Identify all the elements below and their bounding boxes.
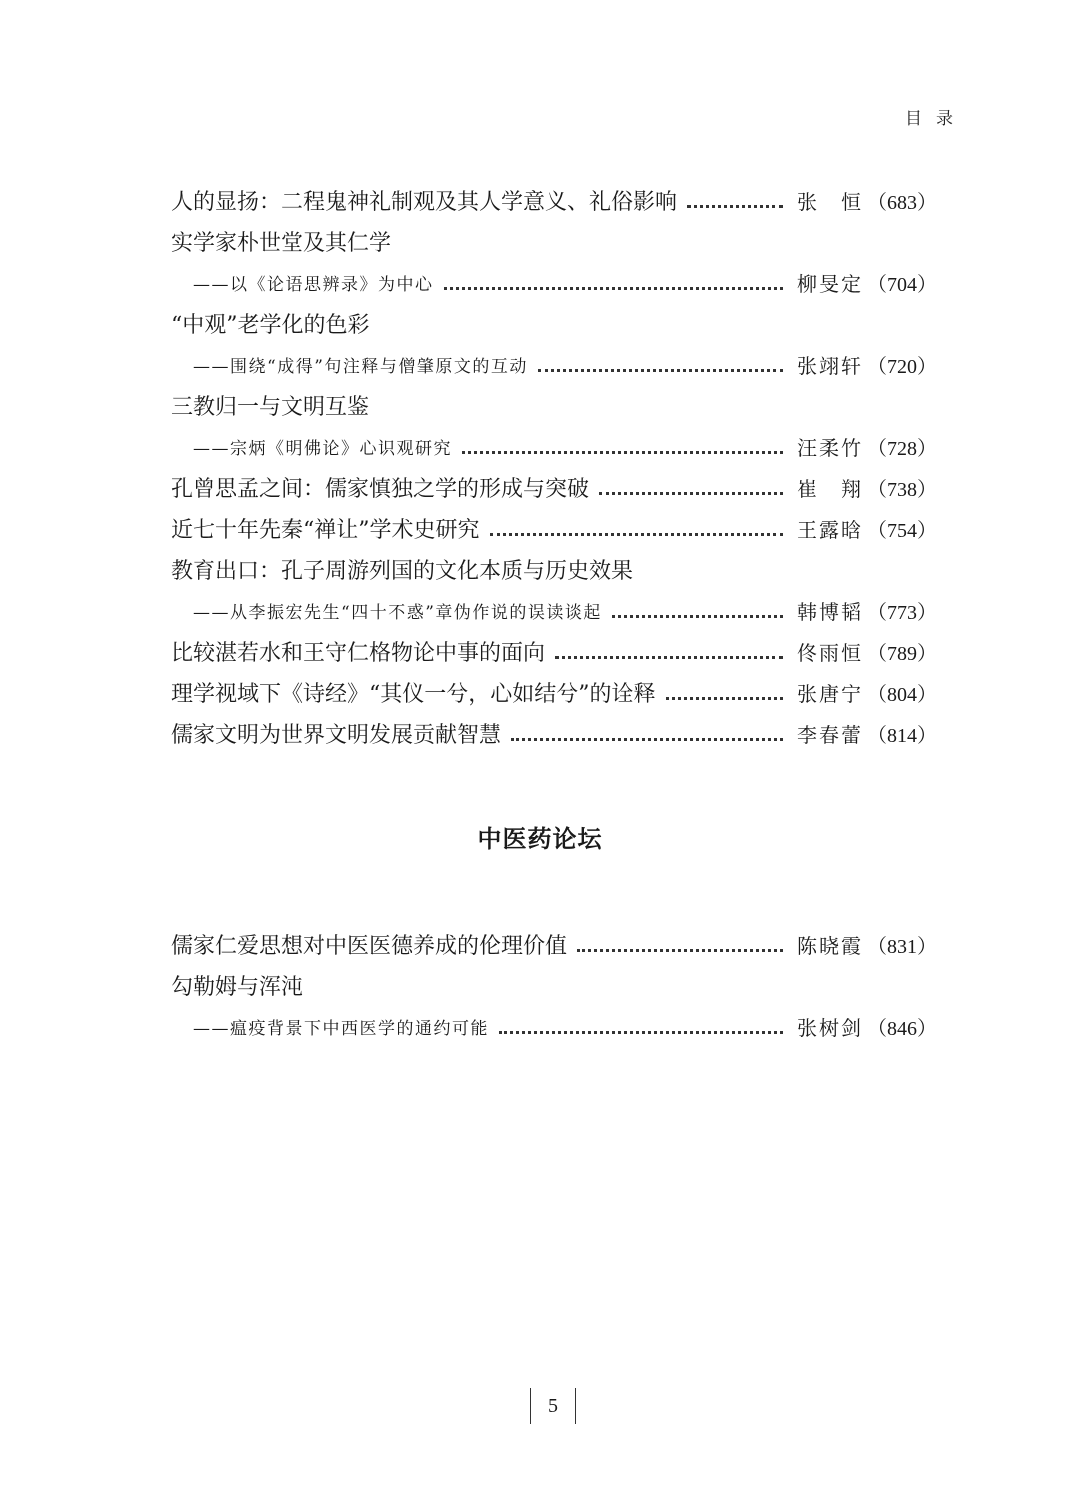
dot-leader (499, 1011, 783, 1034)
dot-leader (555, 636, 783, 659)
dot-leader (462, 431, 783, 454)
toc-subtitle: ——围绕“成得”句注释与僧肇原文的互动 (193, 357, 528, 377)
toc-page-number: （846） (867, 1018, 937, 1040)
toc-author: 王露晗 (797, 518, 863, 542)
toc-title: 三教归一与文明互鉴 (171, 395, 370, 420)
toc-entry-row (171, 549, 937, 590)
toc-page-number: （754） (867, 520, 937, 542)
toc-author: 陈晓霞 (797, 934, 863, 958)
toc-page-number: （831） (867, 936, 937, 958)
toc-page-number: （728） (867, 438, 937, 460)
toc-entry-row (171, 180, 937, 221)
toc-page-number: （683） (867, 192, 937, 214)
toc-subtitle: ——从李振宏先生“四十不惑”章伪作说的误读谈起 (193, 603, 602, 623)
toc-subtitle: ——宗炳《明佛论》心识观研究 (193, 439, 452, 459)
dot-leader (511, 718, 783, 741)
toc-author: 佟雨恒 (797, 641, 863, 665)
toc-entry-row (171, 713, 937, 754)
toc-page-number: （704） (867, 274, 937, 296)
toc-author: 李春蕾 (797, 723, 863, 747)
toc-page-number: （773） (867, 602, 937, 624)
toc-title: 实学家朴世堂及其仁学 (171, 231, 392, 256)
toc-subtitle: ——以《论语思辨录》为中心 (193, 275, 434, 295)
toc-author: 汪柔竹 (797, 436, 863, 460)
toc-title: 理学视域下《诗经》“其仪一兮，心如结兮”的诠释 (171, 682, 656, 707)
toc-title: 教育出口：孔子周游列国的文化本质与历史效果 (171, 559, 634, 584)
toc-author: 张树剑 (797, 1016, 863, 1040)
toc-subtitle-row (171, 590, 937, 631)
running-header: 目录 (905, 109, 967, 129)
toc-author: 张 恒 (797, 190, 863, 214)
toc-title: 勾勒姆与浑沌 (171, 975, 304, 1000)
page-number: 5 (530, 1388, 576, 1424)
toc-page-number: （738） (867, 479, 937, 501)
dot-leader (599, 472, 783, 495)
toc-section-2 (171, 924, 937, 1047)
toc-page-number: （814） (867, 725, 937, 747)
toc-entry-row (171, 672, 937, 713)
toc-entry-row (171, 631, 937, 672)
toc-author: 崔 翔 (797, 477, 863, 501)
dot-leader (687, 185, 783, 208)
dot-leader (538, 349, 783, 372)
toc-entry-row (171, 303, 937, 344)
dot-leader (577, 929, 783, 952)
toc-author: 张翊轩 (797, 354, 863, 378)
toc-entry-row (171, 221, 937, 262)
toc-title: 近七十年先秦“禅让”学术史研究 (171, 518, 480, 543)
toc-title: 孔曾思孟之间：儒家慎独之学的形成与突破 (171, 477, 590, 502)
toc-author: 韩博韬 (797, 600, 863, 624)
dot-leader (490, 513, 784, 536)
toc-entry-row (171, 385, 937, 426)
toc-title: 人的显扬：二程鬼神礼制观及其人学意义、礼俗影响 (171, 190, 678, 215)
toc-page-number: （720） (867, 356, 937, 378)
toc-subtitle-row (171, 262, 937, 303)
toc-page-number: （804） (867, 684, 937, 706)
toc-section-1 (171, 180, 937, 754)
toc-author: 张唐宁 (797, 682, 863, 706)
toc-subtitle-row (171, 1006, 937, 1047)
dot-leader (444, 267, 784, 290)
toc-title: 儒家仁爱思想对中医医德养成的伦理价值 (171, 934, 568, 959)
dot-leader (612, 595, 783, 618)
toc-subtitle: ——瘟疫背景下中西医学的通约可能 (193, 1019, 489, 1039)
toc-entry-row (171, 508, 937, 549)
section-heading: 中医药论坛 (477, 825, 603, 853)
toc-entry-row (171, 467, 937, 508)
dot-leader (666, 677, 784, 700)
toc-subtitle-row (171, 344, 937, 385)
toc-title: 比较湛若水和王守仁格物论中事的面向 (171, 641, 546, 666)
toc-subtitle-row (171, 426, 937, 467)
toc-title: “中观”老学化的色彩 (171, 313, 370, 338)
toc-author: 柳旻定 (797, 272, 863, 296)
toc-entry-row (171, 965, 937, 1006)
toc-entry-row (171, 924, 937, 965)
toc-title: 儒家文明为世界文明发展贡献智慧 (171, 723, 502, 748)
toc-page-number: （789） (867, 643, 937, 665)
